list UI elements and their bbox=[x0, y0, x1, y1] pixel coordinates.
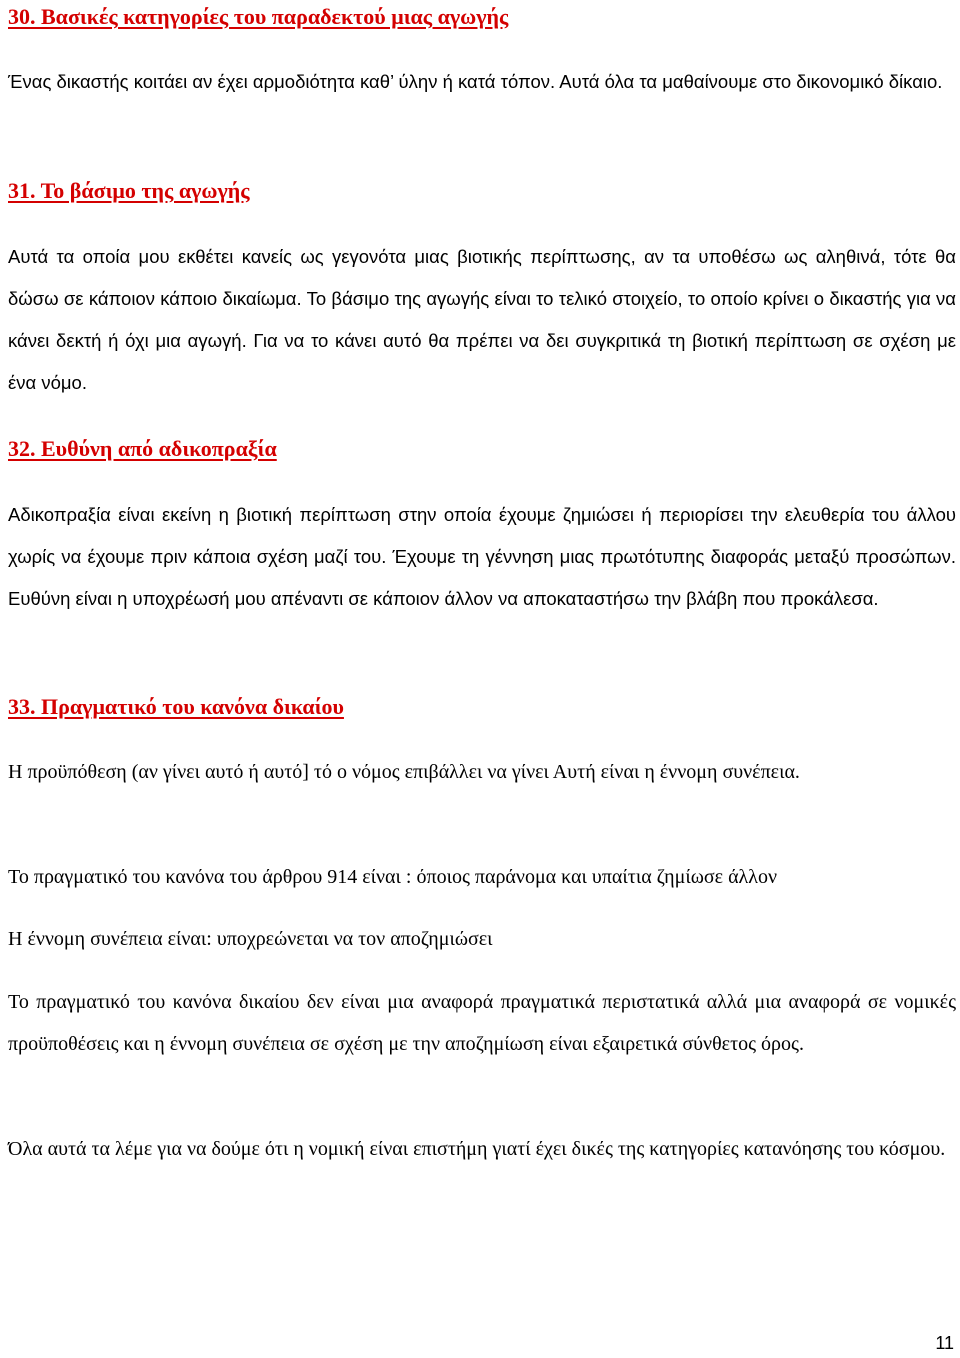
section-32-heading: 32. Ευθύνη από αδικοπραξία bbox=[8, 436, 277, 461]
section-33-paragraph-legal-conditions: Το πραγματικό του κανόνα δικαίου δεν είναι μια αναφορά πραγματικά περιστατικά αλλά μια αναφορά σε νομικές προϋποθέσεις και η έννομη συνέπεια σε σχέση με την αποζημίωση είναι εξαιρετικά σύνθετος όρος. bbox=[8, 991, 956, 1055]
section-33-paragraph-condition: Η προϋπόθεση (αν γίνει αυτό ή αυτό] τό ο νόμος επιβάλλει να γίνει Αυτή είναι η έννομη συνέπεια. bbox=[8, 761, 800, 783]
section-31-heading: 31. Το βάσιμο της αγωγής bbox=[8, 178, 250, 203]
page-number: 11 bbox=[935, 1333, 954, 1353]
section-30-heading: 30. Βασικές κατηγορίες του παραδεκτού μιας αγωγής bbox=[8, 4, 509, 29]
section-31-paragraph: Αυτά τα οποία μου εκθέτει κανείς ως γεγονότα μιας βιοτικής περίπτωσης, αν τα υποθέσω ως αληθινά, τότε θα δώσω σε κάποιον κάποιο δικαίωμα. Το βάσιμο της αγωγής είναι το τελικό στοιχείο, το οποίο κρίνει ο δικαστής για να κάνει δεκτή ή όχι μια αγωγή. Για να το κάνει αυτό θα πρέπει να δει συγκριτικά τη βιοτική περίπτωση σε σχέση με ένα νόμο. bbox=[8, 246, 956, 393]
section-33-paragraph-legal-consequence: Η έννομη συνέπεια είναι: υποχρεώνεται να τον αποζημιώσει bbox=[8, 928, 493, 950]
section-32-paragraph: Αδικοπραξία είναι εκείνη η βιοτική περίπτωση στην οποία έχουμε ζημιώσει ή περιορίσει την ελευθερία του άλλου χωρίς να έχουμε πριν κάποια σχέση μαζί του. Έχουμε τη γέννηση μιας πρωτότυπης διαφοράς μεταξύ προσώπων. Ευθύνη είναι η υποχρέωσή μου απέναντι σε κάποιον άλλον να αποκαταστήσω την βλάβη που προκάλεσα. bbox=[8, 504, 956, 609]
section-33-paragraph-article-914: Το πραγματικό του κανόνα του άρθρου 914 είναι : όποιος παράνομα και υπαίτια ζημίωσε άλλον bbox=[8, 866, 777, 888]
section-33-paragraph-conclusion: Όλα αυτά τα λέμε για να δούμε ότι η νομική είναι επιστήμη γιατί έχει δικές της κατηγορίες κατανόησης του κόσμου. bbox=[8, 1138, 946, 1160]
section-30-paragraph: Ένας δικαστής κοιτάει αν έχει αρμοδιότητα καθ’ ύλην ή κατά τόπον. Αυτά όλα τα μαθαίνουμε στο δικονομικό δίκαιο. bbox=[8, 71, 943, 92]
section-33-heading: 33. Πραγματικό του κανόνα δικαίου bbox=[8, 694, 344, 719]
